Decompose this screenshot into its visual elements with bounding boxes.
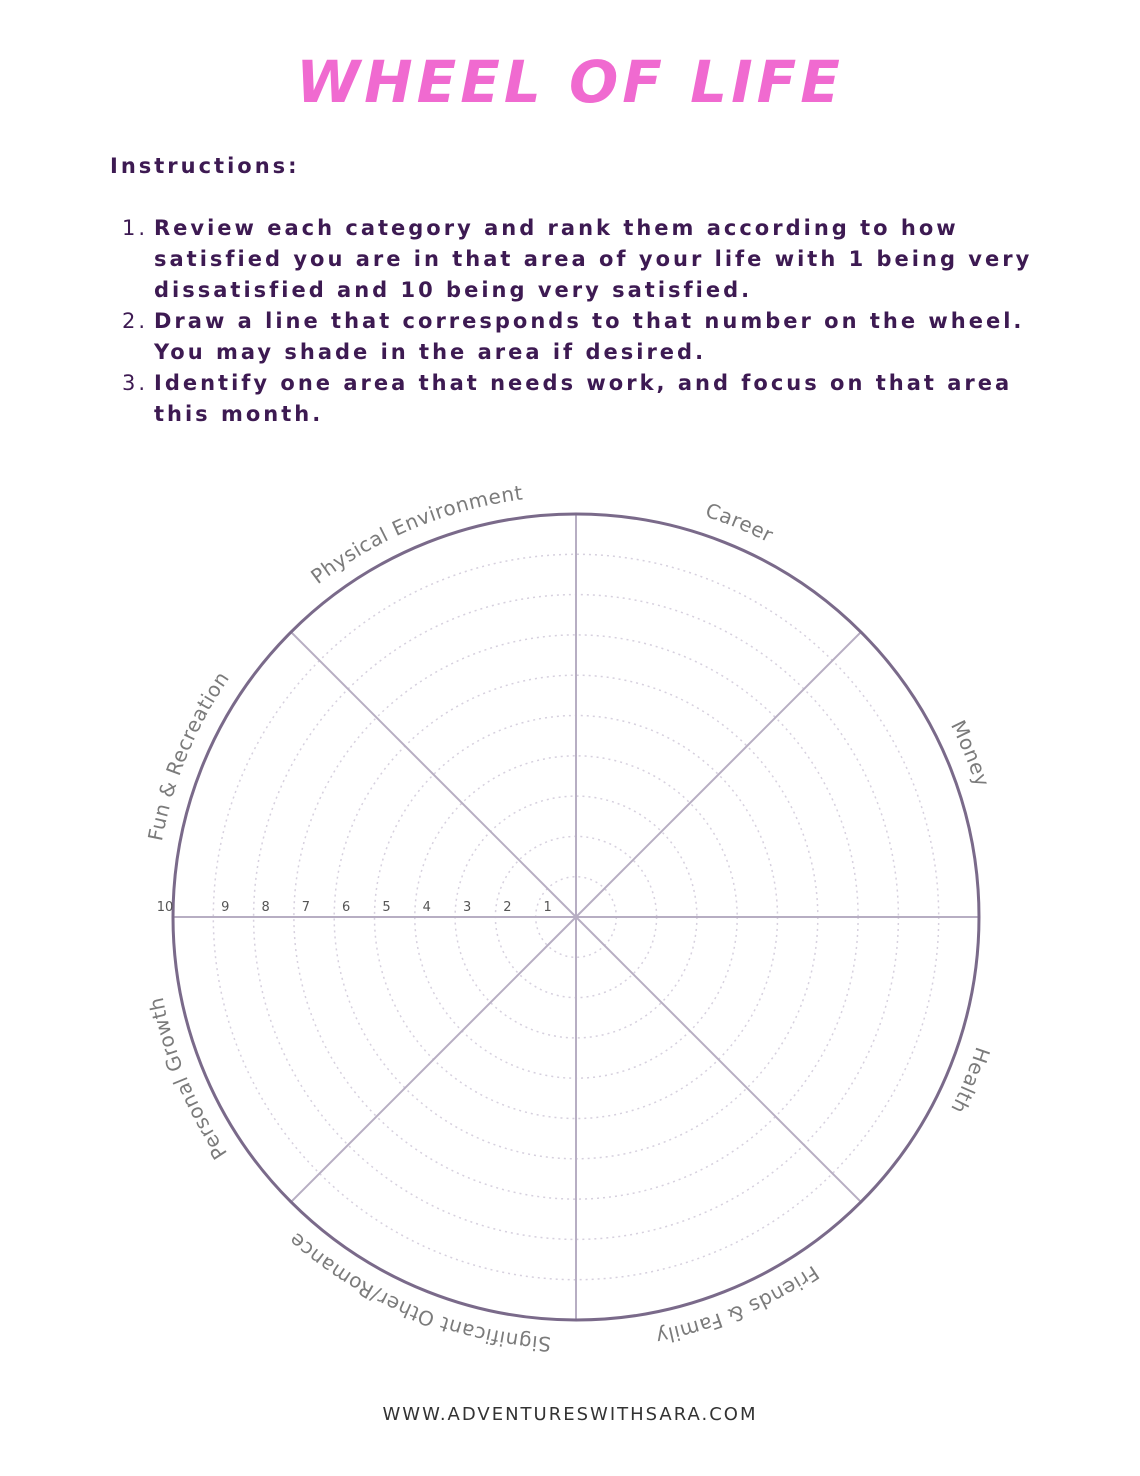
scale-label: 3 — [462, 900, 472, 915]
instruction-step-3 — [110, 368, 1050, 430]
wheel-spoke — [291, 632, 576, 917]
category-label-text: Health — [946, 1044, 995, 1118]
footer-website: WWW.ADVENTURESWITHSARA.COM — [382, 1404, 758, 1425]
wheel-of-life — [0, 460, 1140, 1390]
scale-label: 5 — [382, 900, 391, 915]
step-text: Identify one area that needs work, and focus on that area this month. — [154, 371, 1013, 426]
category-label — [143, 667, 234, 843]
scale-label: 2 — [503, 900, 512, 915]
category-label — [653, 1261, 823, 1349]
scale-label: 9 — [221, 900, 230, 915]
scale-label: 4 — [422, 900, 431, 915]
step-number: 1. — [121, 216, 148, 240]
page-title: WHEEL OF LIFE — [296, 48, 844, 116]
instructions-label: Instructions: — [110, 154, 300, 178]
wheel-spoke — [576, 632, 861, 917]
step-number: 3. — [121, 371, 148, 395]
instruction-step-2 — [110, 306, 1050, 368]
category-label — [306, 480, 524, 588]
category-label-text: Career — [702, 497, 778, 548]
scale-label: 1 — [543, 900, 552, 915]
scale-label: 8 — [261, 900, 270, 915]
wheel-spoke — [291, 917, 576, 1202]
category-label-text: Significant Other/Romance — [283, 1227, 552, 1357]
scale-label: 7 — [301, 900, 311, 915]
step-text: Draw a line that corresponds to that number on the wheel. You may shade in the area if desired. — [154, 309, 1025, 364]
instructions-list — [110, 213, 1050, 430]
category-label-text: Friends & Family — [653, 1260, 824, 1350]
scale-label: 6 — [342, 900, 351, 915]
scale-label: 10 — [156, 900, 174, 915]
wheel-svg — [0, 460, 1140, 1390]
category-label-text: Personal Growth — [143, 995, 232, 1164]
wheel-spoke — [576, 917, 861, 1202]
category-label-text: Money — [946, 716, 995, 790]
category-label — [284, 1228, 552, 1356]
instruction-step-1 — [110, 213, 1050, 306]
category-label-text: Physical Environment — [306, 480, 525, 589]
step-number: 2. — [121, 309, 148, 333]
category-label-text: Fun & Recreation — [143, 666, 234, 843]
step-text: Review each category and rank them according to how satisfied you are in that area of your life with 1 being very dissatisfied and 10 being very satisfied. — [154, 216, 1033, 302]
